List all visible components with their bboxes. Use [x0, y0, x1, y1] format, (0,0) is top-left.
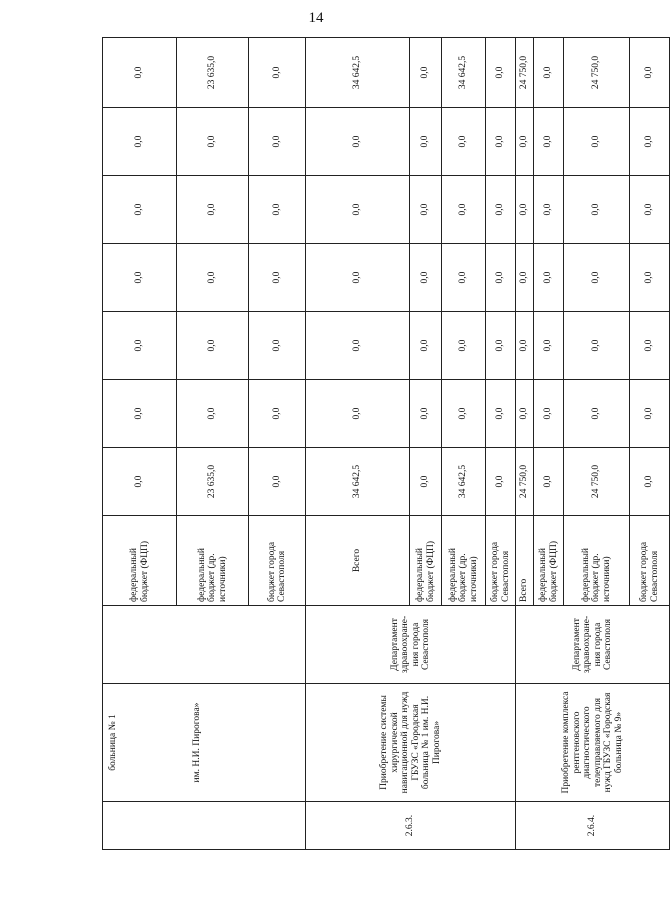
cell-value: 0,0 — [306, 244, 410, 312]
cell-value: 34 642,5 — [306, 38, 410, 108]
cell-value: 0,0 — [410, 380, 442, 448]
row-code — [103, 802, 306, 850]
cell-value: 0,0 — [534, 448, 564, 516]
row-name: больница № 1 им. Н.И. Пирогова» — [103, 684, 306, 802]
row-executor — [103, 606, 306, 684]
cell-value: 0,0 — [486, 380, 516, 448]
cell-value: 0,0 — [410, 38, 442, 108]
cell-value: 0,0 — [516, 108, 534, 176]
cell-value: 0,0 — [516, 176, 534, 244]
row-source: федеральный бюджет (ФЦП) — [103, 516, 177, 606]
row-source: бюджет города Севастополя — [486, 516, 516, 606]
row-code: 2.6.3. — [306, 802, 516, 850]
row-source: бюджет города Севастополя — [249, 516, 306, 606]
table-row — [103, 38, 177, 850]
cell-value: 0,0 — [249, 244, 306, 312]
cell-value: 0,0 — [306, 176, 410, 244]
cell-value: 0,0 — [564, 108, 630, 176]
budget-table — [102, 37, 670, 850]
cell-value: 0,0 — [177, 176, 249, 244]
cell-value: 0,0 — [103, 312, 177, 380]
cell-value: 0,0 — [177, 380, 249, 448]
cell-value: 0,0 — [564, 312, 630, 380]
cell-value: 0,0 — [534, 312, 564, 380]
cell-value: 0,0 — [630, 176, 670, 244]
cell-value: 0,0 — [486, 244, 516, 312]
cell-value: 0,0 — [177, 244, 249, 312]
cell-value: 0,0 — [249, 312, 306, 380]
row-source: Всего — [306, 516, 410, 606]
cell-value: 0,0 — [177, 312, 249, 380]
cell-value: 24 750,0 — [516, 448, 534, 516]
row-source: федеральный бюджет (др. источники) — [442, 516, 486, 606]
row-source: Всего — [516, 516, 534, 606]
rotated-table-container — [102, 38, 660, 850]
row-source: бюджет города Севастополя — [630, 516, 670, 606]
cell-value: 0,0 — [306, 380, 410, 448]
cell-value: 0,0 — [630, 380, 670, 448]
cell-value: 0,0 — [564, 380, 630, 448]
cell-value: 0,0 — [103, 244, 177, 312]
cell-value: 0,0 — [442, 312, 486, 380]
row-executor: Департамент здравоохране-ния города Севастополя — [516, 606, 670, 684]
cell-value: 0,0 — [630, 38, 670, 108]
cell-value: 24 750,0 — [564, 448, 630, 516]
cell-value: 23 635,0 — [177, 448, 249, 516]
cell-value: 0,0 — [410, 448, 442, 516]
cell-value: 0,0 — [516, 380, 534, 448]
cell-value: 0,0 — [534, 176, 564, 244]
cell-value: 34 642,5 — [442, 448, 486, 516]
cell-value: 0,0 — [249, 108, 306, 176]
cell-value: 0,0 — [630, 108, 670, 176]
cell-value: 24 750,0 — [564, 38, 630, 108]
cell-value: 0,0 — [103, 38, 177, 108]
row-name: Приобретение системы хирургической навигационной для нужд ГБУЗС «Городская больница № 1 им. Н.И. Пирогова» — [306, 684, 516, 802]
cell-value: 0,0 — [564, 244, 630, 312]
cell-value: 34 642,5 — [306, 448, 410, 516]
row-executor: Департамент здравоохране-ния города Севастополя — [306, 606, 516, 684]
cell-value: 0,0 — [516, 312, 534, 380]
cell-value: 0,0 — [630, 244, 670, 312]
cell-value: 0,0 — [103, 448, 177, 516]
cell-value: 24 750,0 — [516, 38, 534, 108]
cell-value: 0,0 — [306, 312, 410, 380]
row-name: Приобретение комплекса рентгеновского диагностического телеуправляемого для нужд ГБУЗС «Городская больница № 9» — [516, 684, 670, 802]
cell-value: 0,0 — [442, 244, 486, 312]
cell-value: 0,0 — [534, 380, 564, 448]
row-source: федеральный бюджет (др. источники) — [564, 516, 630, 606]
row-source: федеральный бюджет (ФЦП) — [410, 516, 442, 606]
cell-value: 0,0 — [630, 312, 670, 380]
cell-value: 0,0 — [306, 108, 410, 176]
cell-value: 0,0 — [249, 176, 306, 244]
cell-value: 0,0 — [249, 380, 306, 448]
row-code: 2.6.4. — [516, 802, 670, 850]
cell-value: 0,0 — [564, 176, 630, 244]
cell-value: 0,0 — [486, 448, 516, 516]
cell-value: 0,0 — [486, 38, 516, 108]
cell-value: 0,0 — [486, 312, 516, 380]
cell-value: 0,0 — [534, 244, 564, 312]
cell-value: 0,0 — [177, 108, 249, 176]
cell-value: 0,0 — [249, 448, 306, 516]
cell-value: 0,0 — [103, 108, 177, 176]
cell-value: 0,0 — [486, 108, 516, 176]
row-source: федеральный бюджет (ФЦП) — [534, 516, 564, 606]
cell-value: 0,0 — [442, 380, 486, 448]
cell-value: 0,0 — [486, 176, 516, 244]
cell-value: 0,0 — [410, 312, 442, 380]
cell-value: 0,0 — [534, 108, 564, 176]
cell-value: 34 642,5 — [442, 38, 486, 108]
page-number: 14 — [308, 10, 324, 26]
cell-value: 0,0 — [249, 38, 306, 108]
cell-value: 0,0 — [534, 38, 564, 108]
cell-value: 0,0 — [103, 176, 177, 244]
table-row — [516, 38, 534, 850]
cell-value: 23 635,0 — [177, 38, 249, 108]
table-row — [306, 38, 410, 850]
cell-value: 0,0 — [410, 108, 442, 176]
cell-value: 0,0 — [410, 176, 442, 244]
row-source: федеральный бюджет (др. источники) — [177, 516, 249, 606]
cell-value: 0,0 — [410, 244, 442, 312]
cell-value: 0,0 — [103, 380, 177, 448]
cell-value: 0,0 — [442, 108, 486, 176]
cell-value: 0,0 — [442, 176, 486, 244]
cell-value: 0,0 — [630, 448, 670, 516]
cell-value: 0,0 — [516, 244, 534, 312]
